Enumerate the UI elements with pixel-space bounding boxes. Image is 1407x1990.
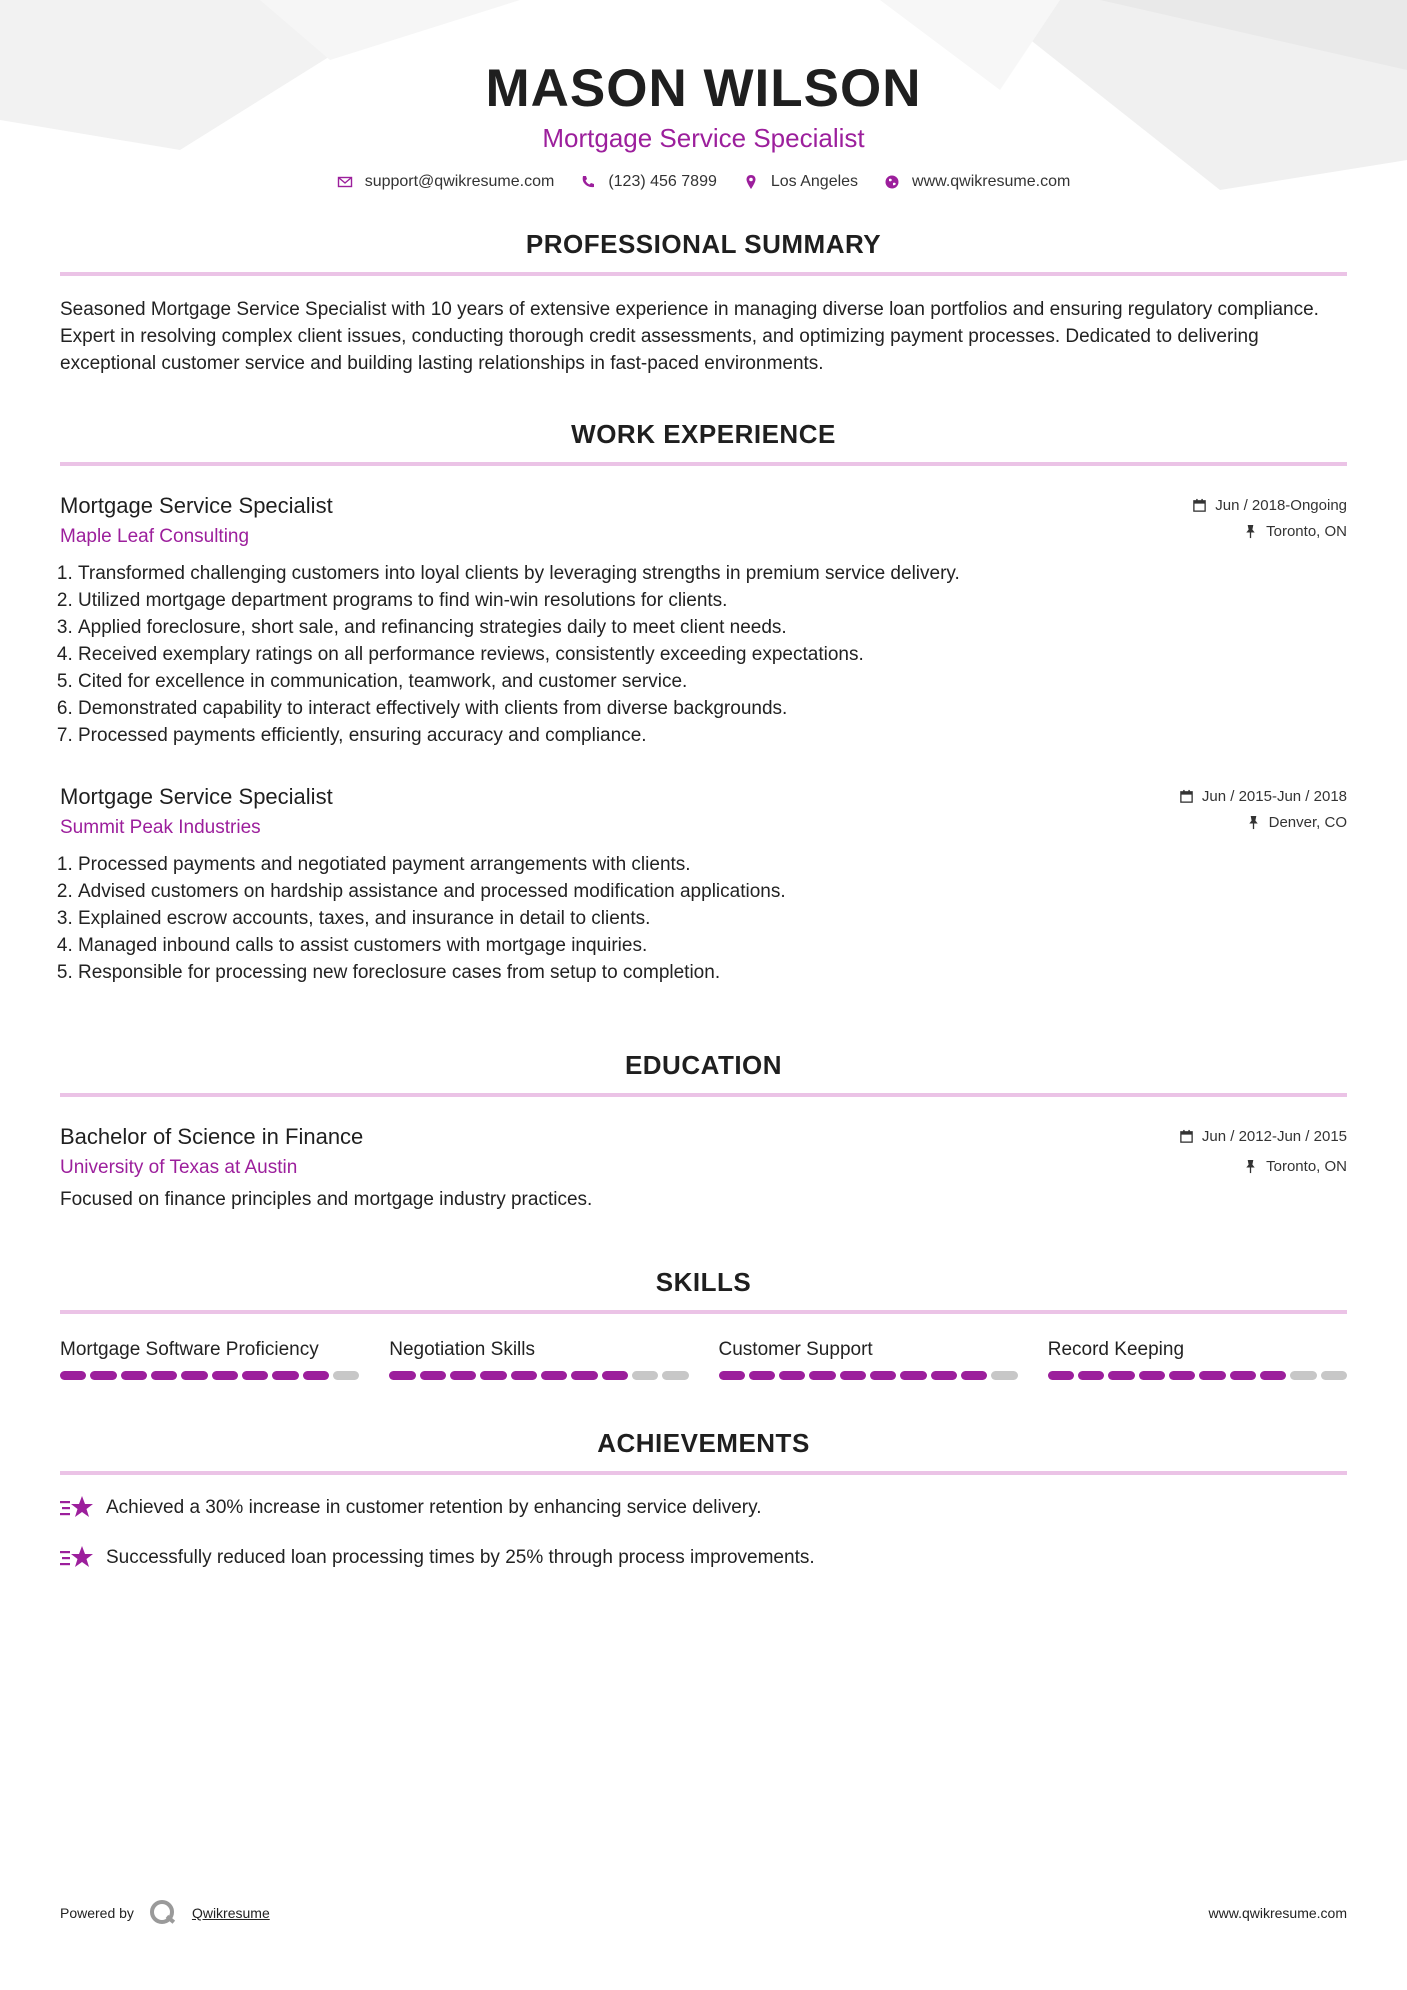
school: University of Texas at Austin — [60, 1157, 298, 1178]
skill-dot-filled — [541, 1371, 567, 1380]
skill-dot-filled — [1048, 1371, 1074, 1380]
skills-list — [60, 1339, 1347, 1380]
list-item: 4. Received exemplary ratings on all performance reviews, consistently exceeding expectations. — [78, 641, 1347, 668]
skills-section — [60, 1267, 1347, 1380]
skill-dot-filled — [420, 1371, 446, 1380]
map-pin-icon — [743, 174, 759, 190]
skill-rating — [1048, 1371, 1347, 1380]
skill-item — [719, 1339, 1018, 1380]
section-title-achievements: ACHIEVEMENTS — [60, 1428, 1347, 1475]
job-header — [60, 783, 1347, 839]
contact-website[interactable] — [884, 173, 1070, 191]
list-item: 1. Processed payments and negotiated payment arrangements with clients. — [78, 851, 1347, 878]
achievement-text: Achieved a 30% increase in customer retention by enhancing service delivery. — [106, 1497, 762, 1518]
education-dates: Jun / 2012-Jun / 2015 — [1201, 1127, 1347, 1145]
skill-dot-filled — [719, 1371, 745, 1380]
candidate-name: MASON WILSON — [485, 59, 922, 118]
job-meta — [1192, 492, 1347, 548]
skill-dot-filled — [779, 1371, 805, 1380]
section-title-experience: WORK EXPERIENCE — [60, 419, 1347, 466]
experience-section — [60, 419, 1347, 986]
skill-dot-filled — [450, 1371, 476, 1380]
skill-dot-empty — [333, 1371, 359, 1380]
brand-link[interactable]: Qwikresume — [191, 1905, 270, 1921]
globe-icon — [884, 174, 900, 190]
powered-by-label: Powered by — [60, 1905, 134, 1921]
education-location: Toronto, ON — [1266, 1157, 1347, 1175]
skill-dot-filled — [1260, 1371, 1286, 1380]
list-item: 4. Managed inbound calls to assist customers with mortgage inquiries. — [78, 932, 1347, 959]
skill-dot-filled — [1108, 1371, 1134, 1380]
list-item: 1. Transformed challenging customers into loyal clients by leveraging strengths in premium service delivery. — [78, 560, 1347, 587]
summary-text: Seasoned Mortgage Service Specialist with 10 years of extensive experience in managing diverse loan portfolios and ensuring regulatory compliance. Expert in resolving complex client issues, conducting thorough credit assessments, and optimizing payment processes. Dedicated to delivering exceptional customer service and building lasting relationships in fast-paced environments. — [60, 299, 1319, 374]
skill-dot-filled — [480, 1371, 506, 1380]
phone-icon — [580, 174, 596, 190]
calendar-icon — [1179, 1129, 1194, 1144]
skill-dot-filled — [272, 1371, 298, 1380]
pushpin-icon — [1246, 815, 1261, 830]
job-entry — [60, 492, 1347, 749]
list-item: 3. Applied foreclosure, short sale, and refinancing strategies daily to meet client needs. — [78, 614, 1347, 641]
job-dates: Jun / 2015-Jun / 2018 — [1201, 787, 1347, 805]
skill-name: Record Keeping — [1047, 1339, 1185, 1360]
skill-dot-filled — [1230, 1371, 1256, 1380]
list-item: 6. Demonstrated capability to interact effectively with clients from diverse backgrounds. — [78, 695, 1347, 722]
skill-dot-filled — [60, 1371, 86, 1380]
list-item: 5. Responsible for processing new foreclosure cases from setup to completion. — [78, 959, 1347, 986]
phone-text: (123) 456 7899 — [608, 173, 717, 190]
skill-dot-filled — [870, 1371, 896, 1380]
job-header — [60, 492, 1347, 548]
skill-dot-filled — [303, 1371, 329, 1380]
footer-website[interactable]: www.qwikresume.com — [1208, 1905, 1347, 1921]
skill-dot-filled — [931, 1371, 957, 1380]
job-company: Maple Leaf Consulting — [60, 526, 250, 547]
calendar-icon — [1179, 789, 1194, 804]
list-item: 7. Processed payments efficiently, ensuring accuracy and compliance. — [78, 722, 1347, 749]
skill-rating — [719, 1371, 1018, 1380]
skill-dot-filled — [900, 1371, 926, 1380]
job-meta — [1179, 783, 1347, 839]
location-text: Los Angeles — [770, 173, 859, 190]
skill-name: Negotiation Skills — [389, 1339, 535, 1360]
job-role: Mortgage Service Specialist — [60, 784, 333, 809]
list-item: 2. Utilized mortgage department programs to find win-win resolutions for clients. — [78, 587, 1347, 614]
resume-header — [60, 0, 1347, 191]
skill-name: Customer Support — [718, 1339, 873, 1360]
skill-dot-filled — [1139, 1371, 1165, 1380]
pushpin-icon — [1243, 1159, 1258, 1174]
envelope-icon — [337, 174, 353, 190]
job-entry — [60, 783, 1347, 986]
skill-dot-filled — [511, 1371, 537, 1380]
job-company: Summit Peak Industries — [60, 817, 261, 838]
education-header — [60, 1123, 1347, 1183]
candidate-title: Mortgage Service Specialist — [542, 123, 865, 153]
skill-dot-filled — [571, 1371, 597, 1380]
education-description: Focused on finance principles and mortgage industry practices. — [60, 1189, 593, 1210]
list-item: 3. Explained escrow accounts, taxes, and insurance in detail to clients. — [78, 905, 1347, 932]
section-title-education: EDUCATION — [60, 1050, 1347, 1097]
skill-dot-filled — [809, 1371, 835, 1380]
job-dates: Jun / 2018-Ongoing — [1215, 496, 1347, 514]
education-section — [60, 1050, 1347, 1211]
shooting-star-icon — [60, 1543, 94, 1573]
skill-dot-filled — [90, 1371, 116, 1380]
website-text: www.qwikresume.com — [912, 173, 1071, 190]
pushpin-icon — [1243, 524, 1258, 539]
contact-email[interactable] — [337, 173, 555, 191]
achievement-item — [60, 1493, 1347, 1523]
contact-phone[interactable] — [580, 173, 717, 191]
skill-dot-filled — [151, 1371, 177, 1380]
skill-item — [389, 1339, 688, 1380]
skill-dot-empty — [632, 1371, 658, 1380]
skill-dot-empty — [1321, 1371, 1347, 1380]
summary-section — [60, 229, 1347, 377]
job-bullets — [60, 560, 1347, 749]
job-location: Denver, CO — [1268, 813, 1347, 831]
skill-rating — [60, 1371, 359, 1380]
list-item: 5. Cited for excellence in communication, teamwork, and customer service. — [78, 668, 1347, 695]
degree: Bachelor of Science in Finance — [60, 1124, 364, 1149]
skill-dot-empty — [991, 1371, 1017, 1380]
powered-by — [60, 1898, 270, 1928]
email-text: support@qwikresume.com — [364, 173, 555, 190]
section-title-summary: PROFESSIONAL SUMMARY — [60, 229, 1347, 276]
contact-location — [743, 173, 858, 191]
skill-dot-filled — [1169, 1371, 1195, 1380]
skill-dot-filled — [602, 1371, 628, 1380]
skill-dot-filled — [749, 1371, 775, 1380]
contact-bar — [60, 173, 1347, 191]
skill-dot-filled — [181, 1371, 207, 1380]
skill-dot-filled — [121, 1371, 147, 1380]
skill-rating — [389, 1371, 688, 1380]
skill-name: Mortgage Software Proficiency — [60, 1339, 319, 1360]
skill-dot-empty — [662, 1371, 688, 1380]
skill-dot-filled — [212, 1371, 238, 1380]
calendar-icon — [1192, 498, 1207, 513]
skill-item — [60, 1339, 359, 1380]
skill-dot-filled — [840, 1371, 866, 1380]
education-entry — [60, 1123, 1347, 1211]
list-item: 2. Advised customers on hardship assistance and processed modification applications. — [78, 878, 1347, 905]
shooting-star-icon — [60, 1493, 94, 1523]
page-footer — [60, 1898, 1347, 1928]
skill-dot-filled — [1199, 1371, 1225, 1380]
achievements-section — [60, 1428, 1347, 1573]
qwikresume-logo-icon — [148, 1898, 178, 1928]
job-bullets — [60, 851, 1347, 986]
skill-dot-filled — [1078, 1371, 1104, 1380]
skill-dot-filled — [961, 1371, 987, 1380]
job-location: Toronto, ON — [1266, 522, 1347, 540]
section-title-skills: SKILLS — [60, 1267, 1347, 1314]
skill-dot-filled — [242, 1371, 268, 1380]
skill-dot-empty — [1290, 1371, 1316, 1380]
achievement-item — [60, 1543, 1347, 1573]
job-role: Mortgage Service Specialist — [60, 493, 333, 518]
education-meta — [1179, 1123, 1347, 1183]
skill-dot-filled — [389, 1371, 415, 1380]
achievement-text: Successfully reduced loan processing times by 25% through process improvements. — [106, 1547, 815, 1568]
skill-item — [1048, 1339, 1347, 1380]
